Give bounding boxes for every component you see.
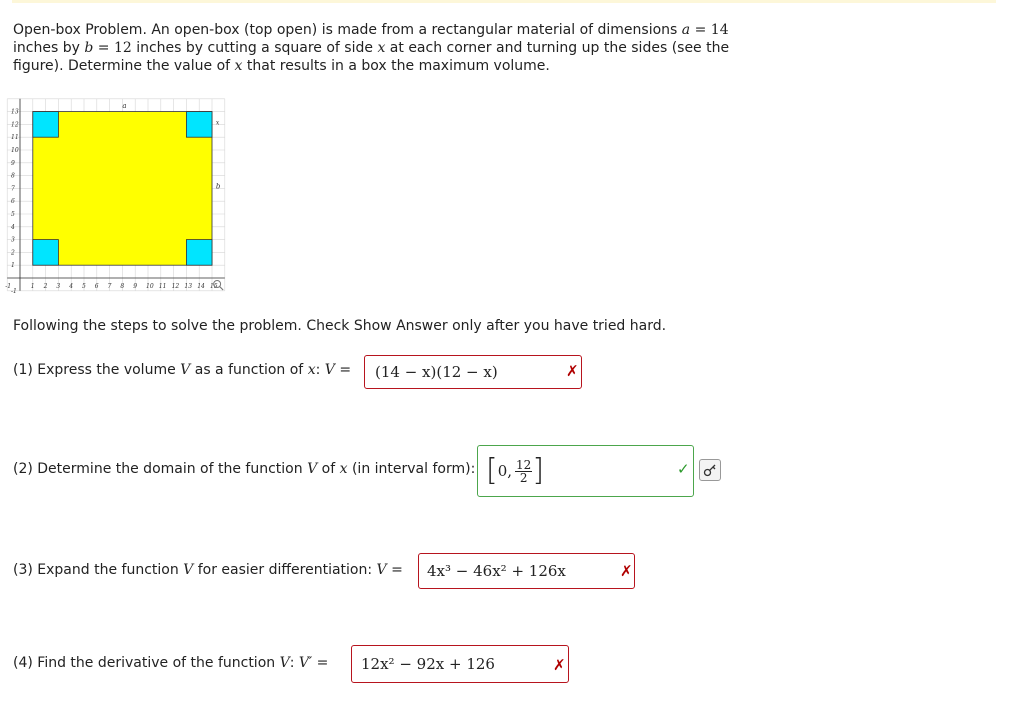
problem-statement [13, 21, 733, 75]
step-1-label: (1) Express the volume V as a function of x: V = [13, 362, 352, 378]
y-tick-label: -1 [11, 287, 17, 295]
y-tick-label: 7 [11, 185, 15, 193]
step-4-label: (4) Find the derivative of the function V: V′ = [13, 655, 329, 671]
step-3-answer-value: 4x³ − 46x² + 126x [427, 562, 566, 580]
incorrect-icon: ✗ [620, 562, 633, 580]
y-tick-label: 8 [11, 172, 15, 180]
x-tick-label: 1 [30, 283, 35, 290]
y-tick-label: 13 [11, 108, 19, 116]
x-tick-label: 8 [120, 283, 125, 290]
y-tick-label: 3 [11, 236, 15, 244]
incorrect-icon: ✗ [566, 362, 579, 380]
x-tick-label: 12 [171, 283, 180, 290]
step-1-answer-field[interactable] [364, 355, 582, 389]
problem-text: inches by [13, 40, 80, 56]
x-tick-label: 10 [146, 283, 154, 290]
step-1-answer-value: (14 − x)(12 − x) [375, 363, 498, 381]
y-tick-label: 4 [11, 223, 15, 231]
equals: = [694, 22, 707, 38]
x-tick-label: 5 [82, 283, 86, 290]
x-tick-label: 14 [197, 283, 205, 290]
step-3-label: (3) Expand the function V for easier differentiation: V = [13, 562, 403, 578]
material-rectangle [33, 112, 212, 266]
y-tick-label: 11 [11, 134, 19, 142]
var-x: x [377, 40, 386, 56]
step-3-answer-field[interactable] [418, 553, 635, 589]
fraction: $\frac{12}{2}$ [516, 457, 532, 485]
step-4-answer-value: 12x² − 92x + 126 [361, 655, 495, 673]
x-tick-label: 13 [184, 283, 193, 290]
y-tick-label: 12 [11, 121, 19, 129]
x-tick-label: 15 [210, 283, 218, 290]
var-b: b [84, 40, 94, 56]
problem-text: Open-box Problem. An open-box (top open) is made from a rectangular material of dimensions [13, 22, 678, 38]
x-tick-label: 4 [69, 283, 74, 290]
x-tick-label: 7 [107, 283, 112, 290]
y-tick-label: 6 [11, 198, 15, 206]
label-x: x [215, 119, 220, 127]
problem-text: that results in a box the maximum volume. [246, 58, 550, 74]
key-icon[interactable] [699, 459, 721, 481]
x-tick-label: -1 [5, 283, 12, 290]
y-tick-label: 10 [11, 147, 19, 154]
incorrect-icon: ✗ [553, 656, 566, 674]
interval-left: 0, [497, 462, 513, 480]
problem-text: at each corner and turning up the sides (see the figure). Determine the value of [13, 40, 730, 74]
step-2-answer-field[interactable]: [ 0, $\frac{12}{2}$ ] [477, 445, 694, 497]
var-a: a [681, 22, 691, 38]
corner-square [186, 240, 212, 266]
label-b: b [215, 182, 221, 191]
value-a: 14 [710, 22, 729, 38]
corner-square [33, 112, 59, 138]
x-tick-label: 9 [133, 283, 138, 290]
y-tick-label: 5 [11, 211, 15, 218]
correct-icon: ✓ [677, 460, 690, 478]
y-tick-label: 1 [11, 262, 15, 270]
step-4-answer-field[interactable] [351, 645, 569, 683]
x-tick-label: 2 [43, 283, 48, 290]
problem-text: inches by cutting a square of side [136, 40, 373, 56]
corner-square [186, 112, 212, 138]
key-icon-glyph [703, 463, 717, 477]
value-b: 12 [113, 40, 132, 56]
corner-square [33, 240, 59, 266]
x-tick-label: 6 [94, 283, 99, 290]
label-a: a [122, 101, 127, 110]
open-box-figure [5, 88, 225, 303]
var-x: x [234, 58, 243, 74]
y-tick-label: 2 [11, 249, 15, 257]
x-tick-label: 3 [56, 283, 61, 290]
equals: = [97, 40, 110, 56]
step-2-label: (2) Determine the domain of the function V of x (in interval form): [13, 461, 476, 477]
y-tick-label: 9 [11, 159, 15, 167]
top-accent-bar [12, 0, 996, 3]
x-tick-label: 11 [158, 283, 167, 290]
steps-intro: Following the steps to solve the problem. Check Show Answer only after you have tried hard. [13, 318, 667, 334]
